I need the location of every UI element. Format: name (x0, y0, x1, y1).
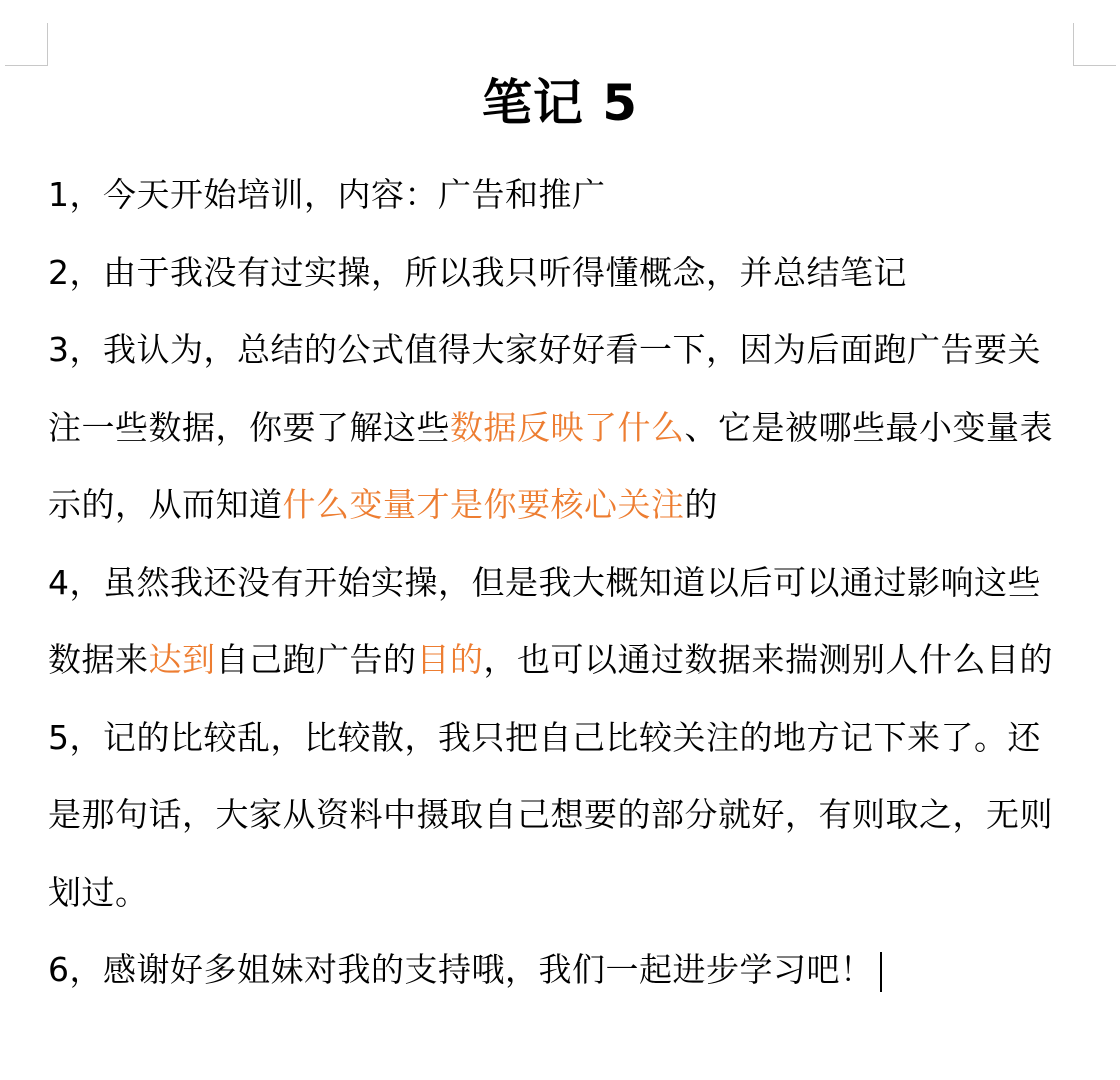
margin-corner-mark-top-right (1073, 23, 1116, 66)
text-run: 划过。 (48, 872, 149, 912)
list-item-5[interactable] (48, 699, 1078, 932)
text-line (48, 931, 1078, 1009)
text-line (48, 699, 1078, 777)
margin-corner-mark-top-left (5, 23, 48, 66)
text-line (48, 466, 1078, 544)
text-run: 注一些数据，你要了解这些 (48, 407, 450, 447)
text-line (48, 156, 1078, 234)
text-cursor (880, 952, 882, 992)
text-line (48, 854, 1078, 932)
text-line (48, 311, 1078, 389)
list-item-2[interactable] (48, 234, 1078, 312)
text-run: 1，今天开始培训，内容：广告和推广 (48, 175, 606, 214)
highlighted-text: 达到 (148, 640, 216, 679)
text-line (48, 776, 1078, 854)
text-run: 的 (684, 485, 718, 524)
highlighted-text: 什么变量才是你要核心关注 (282, 485, 685, 524)
list-item-1[interactable] (48, 156, 1078, 234)
highlighted-text: 目的 (416, 640, 484, 679)
list-item-4[interactable] (48, 544, 1078, 699)
text-run: 、它是被哪些最小变量表 (684, 407, 1053, 447)
text-run: 4，虽然我还没有开始实操，但是我大概知道以后可以通过影响这些 (48, 562, 1041, 602)
list-item-6[interactable] (48, 931, 1078, 1009)
document-body[interactable] (48, 156, 1078, 1009)
text-run: 数据来 (48, 640, 149, 679)
text-run: 5，记的比较乱，比较散，我只把自己比较关注的地方记下来了。还 (48, 717, 1041, 757)
text-line (48, 621, 1078, 699)
document-title[interactable]: 笔记 5 (481, 74, 639, 132)
text-run: 2，由于我没有过实操，所以我只听得懂概念，并总结笔记 (48, 252, 907, 292)
text-run: 示的，从而知道 (48, 485, 283, 524)
text-run: 6，感谢好多姐妹对我的支持哦，我们一起进步学习吧！ (48, 950, 874, 989)
text-run: 自己跑广告的 (215, 640, 417, 679)
text-line (48, 544, 1078, 622)
text-run: 是那句话，大家从资料中摄取自己想要的部分就好，有则取之，无则 (48, 795, 1053, 834)
text-line (48, 234, 1078, 312)
text-run: ，也可以通过数据来揣测别人什么目的 (483, 640, 1053, 679)
list-item-3[interactable] (48, 311, 1078, 544)
text-line (48, 389, 1078, 467)
text-run: 3，我认为，总结的公式值得大家好好看一下，因为后面跑广告要关 (48, 330, 1041, 369)
highlighted-text: 数据反映了什么 (450, 407, 685, 447)
